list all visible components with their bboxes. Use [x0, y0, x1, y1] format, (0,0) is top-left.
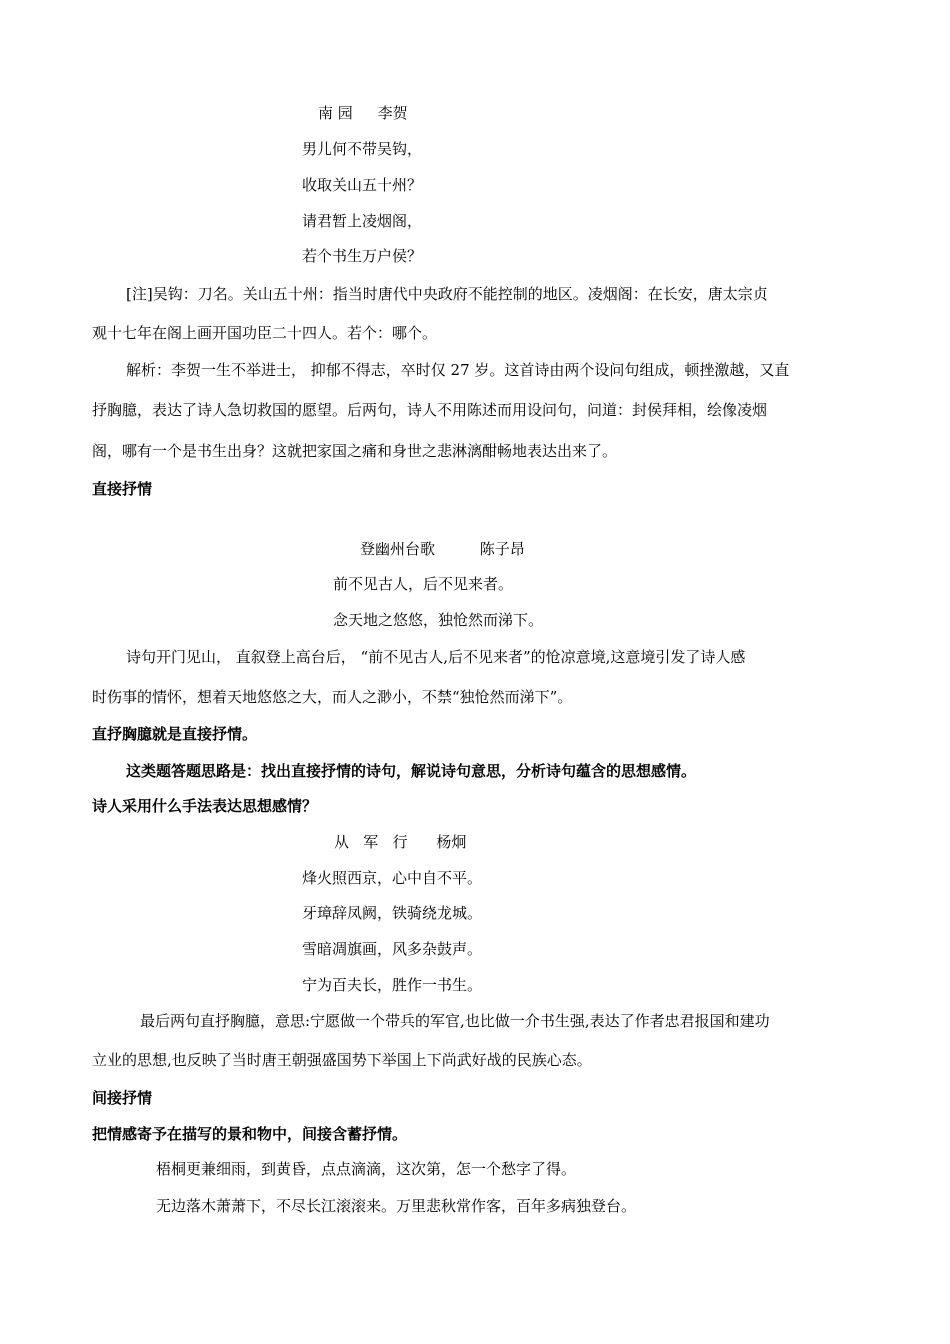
- poem1-analysis-line-1: 解析：李贺一生不举进士， 抑郁不得志，卒时仅 27 岁。这首诗由两个设问句组成，顿挫激越，又直: [126, 361, 790, 379]
- poem1-line-3: 请君暂上凌烟阁，: [302, 212, 423, 230]
- poem3-line-4: 宁为百夫长，胜作一书生。: [302, 976, 483, 994]
- poem3-author: 杨炯: [436, 833, 467, 851]
- definition-indirect: 把情感寄予在描写的景和物中，间接含蓄抒情。: [92, 1125, 408, 1143]
- poem3-comment-line-2: 立业的思想,也反映了当时唐王朝强盛国势下举国上下尚武好战的民族心态。: [92, 1051, 592, 1069]
- poem3-line-1: 烽火照西京，心中自不平。: [302, 869, 483, 887]
- poem2-title: 登幽州台歌: [360, 540, 436, 558]
- poem1-note-line-2: 观十七年在阁上画开国功臣二十四人。若个：哪个。: [92, 324, 438, 342]
- poem1-author: 李贺: [377, 104, 408, 122]
- poem2-comment-line-1: 诗句开门见山， 直叙登上高台后， “前不见古人,后不见来者”的怆凉意境,这意境引发了诗人感: [126, 648, 746, 666]
- poem1-title-line: [318, 103, 408, 123]
- poem2-line-1: 前不见古人，后不见来者。: [333, 575, 514, 593]
- poem1-note-line-1: [注]吴钩：刀名。关山五十州：指当时唐代中央政府不能控制的地区。凌烟阁：在长安，唐太宗贞: [126, 285, 768, 303]
- poem1-line-4: 若个书生万户侯？: [302, 247, 423, 265]
- poem1-analysis-line-3: 阁，哪有一个是书生出身？这就把家国之痛和身世之悲淋漓酣畅地表达出来了。: [92, 442, 618, 460]
- poem2-title-line: [360, 539, 525, 559]
- example-line-2: 无边落木萧萧下，不尽长江滚滚来。万里悲秋常作客，百年多病独登台。: [156, 1197, 637, 1215]
- poem2-line-2: 念天地之悠悠，独怆然而涕下。: [333, 611, 544, 629]
- heading-indirect: 间接抒情: [92, 1089, 153, 1107]
- poem1-analysis-line-2: 抒胸臆，表达了诗人急切救国的愿望。后两句，诗人不用陈述而用设问句，问道：封侯拜相，绘像凌烟: [92, 401, 768, 419]
- method-direct: 这类题答题思路是：找出直接抒情的诗句，解说诗句意思，分析诗句蕴含的思想感情。: [126, 762, 697, 780]
- poem1-line-1: 男儿何不带吴钩，: [302, 140, 423, 158]
- poem3-comment-line-1: 最后两句直抒胸臆，意思:宁愿做一个带兵的军官,也比做一介书生强,表达了作者忠君报国和建功: [140, 1012, 770, 1030]
- question: 诗人采用什么手法表达思想感情？: [92, 797, 318, 815]
- poem1-line-2: 收取关山五十州？: [302, 176, 423, 194]
- heading-direct: 直接抒情: [92, 480, 153, 498]
- poem1-title: 南 园: [318, 104, 353, 122]
- definition-direct: 直抒胸臆就是直接抒情。: [92, 725, 258, 743]
- poem3-line-2: 牙璋辞凤阙，铁骑绕龙城。: [302, 904, 483, 922]
- poem3-line-3: 雪暗凋旗画，风多杂鼓声。: [302, 940, 483, 958]
- poem2-author: 陈子昂: [479, 540, 525, 558]
- poem3-title: 从 军 行: [334, 833, 408, 851]
- example-line-1: 梧桐更兼细雨，到黄昏，点点滴滴，这次第，怎一个愁字了得。: [156, 1160, 577, 1178]
- poem2-comment-line-2: 时伤事的情怀，想着天地悠悠之大，而人之渺小，不禁“独怆然而涕下”。: [92, 688, 573, 706]
- poem3-title-line: [334, 832, 466, 852]
